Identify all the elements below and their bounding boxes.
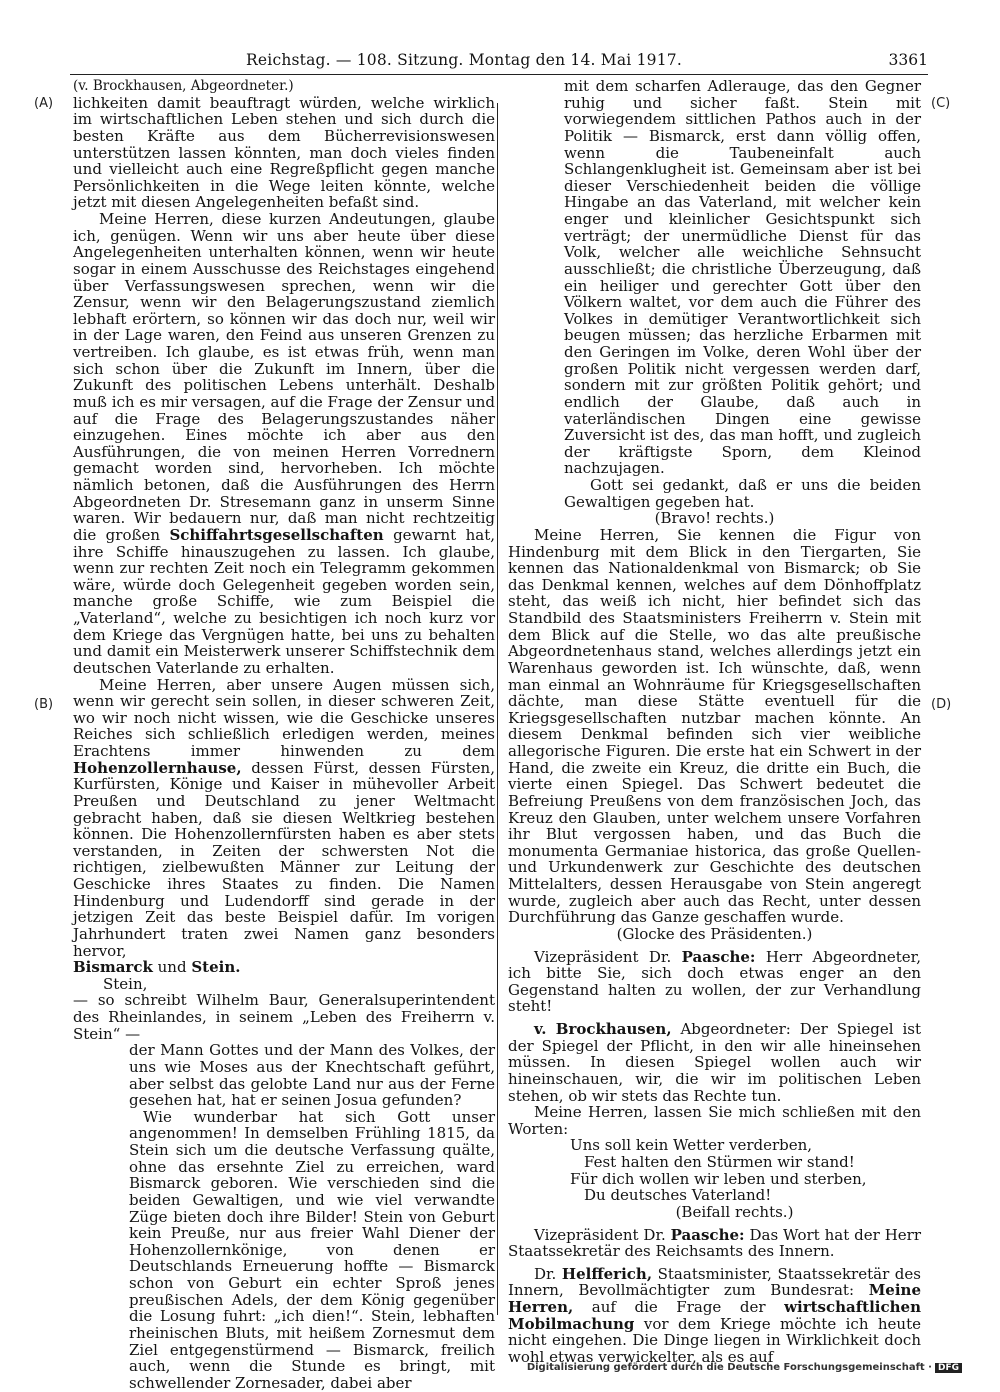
emphasis-hohenzollern: Hohenzollernhause, — [73, 758, 242, 777]
brock-text: Der Spiegel ist der Spiegel der Pflicht, in den wir alle hineinsehen müssen. In diesen Spiegel wollen auch wir hineinschauen, wir, die wir im politischen Leben stehen, ob wir stets das Rechte tun. — [508, 1020, 921, 1105]
paragraph-2-cont: gewarnt hat, ihre Schiffe hinauszugehen zu lassen. Ich glaube, wenn zur rechten Zeit noch ein Telegramm gekommen wäre, würde doch Gelegenheit gegeben worden sein, manche große Schiffe, wie zum Beispiel die „Vaterland“, welche zu besichtigen ich noch kurz vor dem Kriege das Vergnügen hatte, bei uns zu behalten und damit ein Meisterwerk unserer Schiffstechnik dem deutschen Vaterlande zu erhalten. — [73, 525, 495, 677]
stein-line: Stein, — [103, 974, 148, 993]
emphasis-mobilization: wirtschaftlichen Mobilmachung — [508, 1298, 921, 1333]
footer-text: Digitalisierung gefördert durch die Deutsche Forschungsgemeinschaft · — [526, 1362, 932, 1373]
margin-mark-a: (A) — [34, 96, 54, 111]
helf-role: Staatsminister, Staatssekretär des Innern, Bevollmächtigter zum Bundesrat: — [508, 1264, 921, 1300]
dfg-logo: DFG — [935, 1363, 962, 1373]
paragraph-3-cont: dessen Fürst, dessen Fürsten, Kurfürsten, Könige und Kaiser in mühevoller Arbeit Preußen und Deutschland zu jener Weltmacht gebracht haben, daß sie diesen Weltkrieg bestehen können. Die Hohenzollernfürsten haben es aber stets verstanden, in Zeiten der schwersten Not die richtigen, zielbewußten Männer zur Leitung der Geschicke ihres Staates zu finden. Die Namen Hindenburg und Ludendorff sind gerade in der jetzigen Zeit das beste Beispiel dafür. Im vorigen Jahrhundert traten zwei Namen ganz besonders hervor, — [73, 758, 495, 960]
brock-name: v. Brockhausen, — [534, 1020, 672, 1038]
interjection-applause: (Beifall rechts.) — [675, 1202, 794, 1221]
vp1-title: Vizepräsident Dr. — [534, 947, 672, 966]
vp1-text: Herr Abgeordneter, ich bitte Sie, sich doch etwas enger an den Gegenstand halten zu wollen, der zur Verhandlung steht! — [508, 947, 921, 1016]
poem-line: Du deutsches Vaterland! — [584, 1186, 772, 1205]
vp2-name: Paasche: — [670, 1225, 745, 1244]
right-column — [508, 78, 921, 1366]
poem-line: Für dich wollen wir leben und sterben, — [570, 1169, 867, 1188]
vice-president-2 — [508, 1227, 921, 1260]
paragraph-3 — [73, 677, 495, 976]
baur-intro: — so schreibt Wilhelm Baur, Generalsuperintendent des Rheinlandes, in seinem „Leben des Freiherrn v. Stein“ — — [73, 991, 495, 1043]
hindenburg-paragraph: Meine Herren, Sie kennen die Figur von Hindenburg mit dem Blick in den Tiergarten, Sie kennen das Nationaldenkmal von Bismarck; ob Sie das Denkmal kennen, welches auf dem Dönhoffplatz steht, das weiß ich nicht, hier befindet sich das Standbild des Staatsministers Freiherrn v. Stein mit dem Blick auf die Stelle, wo das alte preußische Abgeordnetenhaus stand, welches allerdings jetzt ein Warenhaus geworden ist. Ich wünschte, daß, wenn man einmal an Wohnräume für Kriegsgesellschaften dächte, man diese Stätte eventuell für die Kriegsgesellschaften nutzbar machen könnte. An diesem Denkmal befinden sich vier weibliche allegorische Figuren. Die erste hat ein Schwert in der Hand, die zweite ein Kreuz, die dritte ein Buch, die vierte einen Spiegel. Das Schwert bedeutet die Befreiung Preußens von dem französischen Joch, das Kreuz den Glauben, unter welchem unsere Vorfahren ihr Blut vergossen haben, und das Buch die monumenta Germaniae historica, das große Quellen- und Urkundenwerk zur Geschichte des deutschen Mittelalters, dessen Herausgabe von Stein angeregt wurde, zugleich aber auch das Recht, unter dessen Durchführung das Ganze geschaffen wurde. — [508, 525, 921, 927]
vp2-title: Vizepräsident Dr. — [534, 1225, 666, 1244]
helfferich-speech — [508, 1266, 921, 1366]
word-und: und — [157, 958, 187, 977]
quote-end: Gott sei gedankt, daß er uns die beiden Gewaltigen gegeben hat. — [564, 476, 921, 511]
quote-1: der Mann Gottes und der Mann des Volkes, der uns wie Moses aus der Knechtschaft geführt, aber selbst das gelobte Land nur aus der Ferne gesehen hat, hat er seinen Josua gefunden? — [129, 1041, 495, 1110]
quote-continuation: mit dem scharfen Adlerauge, das den Gegner ruhig und sicher faßt. Stein mit vorwiegendem sittlichen Pathos auch in der Politik — Bismarck, erst dann völlig offen, wenn die Taubeneinfalt auch Schlangenklugheit ist. Gemeinsam aber ist bei dieser Verschiedenheit beiden die völlige Hingabe an das Vaterland, mit welcher kein enger und kleinlicher Gesichtspunkt sich verträgt; der unermüdliche Dienst für das Volk, welcher alle weichliche Sehnsucht ausschließt; die christliche Überzeugung, daß ein heiliger und gerechter Gott über den Völkern waltet, vor dem auch die Führer des Volkes in demütiger Verantwortlichkeit sich beugen müssen; das herzliche Erbarmen mit den Geringen im Volke, deren Wohl über der großen Politik nicht vergessen werden darf, sondern mit zur größten Politik gehört; und endlich der Glaube, daß auch in vaterländischen Dingen eine gewisse Zuversicht ist des, das man hofft, und zugleich der kräftigste Sporn, dem Kleinod nachzujagen. — [564, 77, 921, 478]
paragraph-2-text: Meine Herren, diese kurzen Andeutungen, glaube ich, genügen. Wenn wir uns aber heute über diese Angelegenheiten unterhalten können, wenn wir heute sogar in einem Ausschusse des Reichstages eingehend über Verfassungswesen sprechen, wenn wir die Zensur, wenn wir den Belagerungszustand ziemlich lebhaft erörtern, so können wir das doch nur, weil wir in der Lage waren, den Feind aus unseren Grenzen zu vertreiben. Ich glaube, es ist etwas früh, wenn man sich schon über die Zukunft im Innern, über die Zukunft des politischen Lebens unterhält. Deshalb muß ich es mir versagen, auf die Frage der Zensur und auf die Frage des Belagerungszustandes näher einzugehen. Eines möchte ich aber aus den Ausführungen, die von meinen Herren Vorrednern gemacht worden sind, hervorheben. Ich möchte nämlich betonen, daß die Ausführungen des Herrn Abgeordneten Dr. Stresemann ganz in unserm Sinne waren. Wir bedauern nur, daß man nicht rechtzeitig die großen — [73, 210, 495, 544]
running-header — [70, 48, 928, 75]
emphasis-stein: Stein. — [191, 958, 241, 977]
quote-2: Wie wunderbar hat sich Gott unser angenommen! In demselben Frühling 1815, da Stein sich um die deutsche Verfassung quälte, ohne das ersehnte Ziel zu erreichen, ward Bismarck geboren. Wie verschieden sind die beiden Gewaltigen, und wie viel verwandte Züge bieten doch ihre Bilder! Stein von Geburt kein Preuße, nur aus freier Wahl Diener der Hohenzollernkönige, von denen er Deutschlands Erneuerung hoffte — Bismarck schon von Geburt ein echter Sproß jenes preußischen Adels, der dem König gegenüber die Losung fuhrt: „ich dien!“. Stein, lebhaften rheinischen Bluts, mit heißem Zornesmut dem Ziel entgegenstürmend — Bismarck, freilich auch, wenn die Stunde es bringt, mit schwellender Zornesader, dabei aber — [129, 1107, 495, 1392]
helf-text-a: auf die Frage der — [591, 1298, 766, 1316]
helf-title: Dr. — [534, 1264, 557, 1283]
brockhausen-speech — [508, 1021, 921, 1104]
interjection-bell: (Glocke des Präsidenten.) — [616, 924, 813, 943]
column-divider — [497, 103, 498, 1315]
vp2-text: Das Wort hat der Herr Staatssekretär des Reichsamts des Innern. — [508, 1225, 921, 1261]
margin-mark-c: (C) — [931, 96, 951, 111]
brock-closing: Meine Herren, lassen Sie mich schließen mit den Worten: — [508, 1103, 921, 1138]
running-title: Reichstag. — 108. Sitzung. Montag den 14. Mai 1917. — [246, 51, 682, 69]
margin-mark-b: (B) — [34, 697, 54, 712]
paragraph-1: lichkeiten damit beauftragt würden, welche wirklich im wirtschaftlichen Leben stehen und sich durch die besten Kräfte aus dem Bücherrevisionswesen unterstützen lassen könnten, man doch vieles finden und vielleicht auch eine Regreßpflicht gegen manche Persönlichkeiten in die Wege leiten könnte, welche jetzt mit diesen Angelegenheiten befaßt sind. — [73, 93, 495, 212]
poem-line: Uns soll kein Wetter verderben, — [570, 1136, 813, 1155]
paragraph-2 — [73, 211, 495, 677]
page-number: 3361 — [888, 51, 928, 69]
speaker-continuation: (v. Brockhausen, Abgeordneter.) — [73, 78, 294, 94]
left-column — [73, 78, 495, 1391]
helf-address: Meine Herren, — [508, 1281, 921, 1316]
interjection-bravo: (Bravo! rechts.) — [654, 509, 775, 528]
poem — [508, 1137, 921, 1204]
brock-role: Abgeordneter: — [680, 1020, 791, 1038]
poem-line: Fest halten den Stürmen wir stand! — [584, 1153, 855, 1171]
dfg-footer — [527, 1362, 962, 1373]
emphasis-bismarck: Bismarck — [73, 958, 153, 977]
paragraph-3-text: Meine Herren, aber unsere Augen müssen sich, wenn wir gerecht sein sollen, in dieser schweren Zeit, wo wir noch nicht wissen, wie die Geschicke unseres Reiches sich schließlich erledigen werden, meines Erachtens immer hinwenden zu dem — [73, 675, 495, 760]
vp1-name: Paasche: — [681, 947, 756, 966]
vice-president-1 — [508, 949, 921, 1016]
helf-text-b: vor dem Kriege möchte ich heute nicht eingehen. Die Dinge liegen in Wirklichkeit doch wohl etwas verwickelter, als es auf — [508, 1314, 921, 1366]
helf-name: Helfferich, — [561, 1264, 653, 1283]
margin-mark-d: (D) — [931, 697, 952, 712]
emphasis-shipping-companies: Schiffahrtsgesellschaften — [169, 525, 384, 544]
